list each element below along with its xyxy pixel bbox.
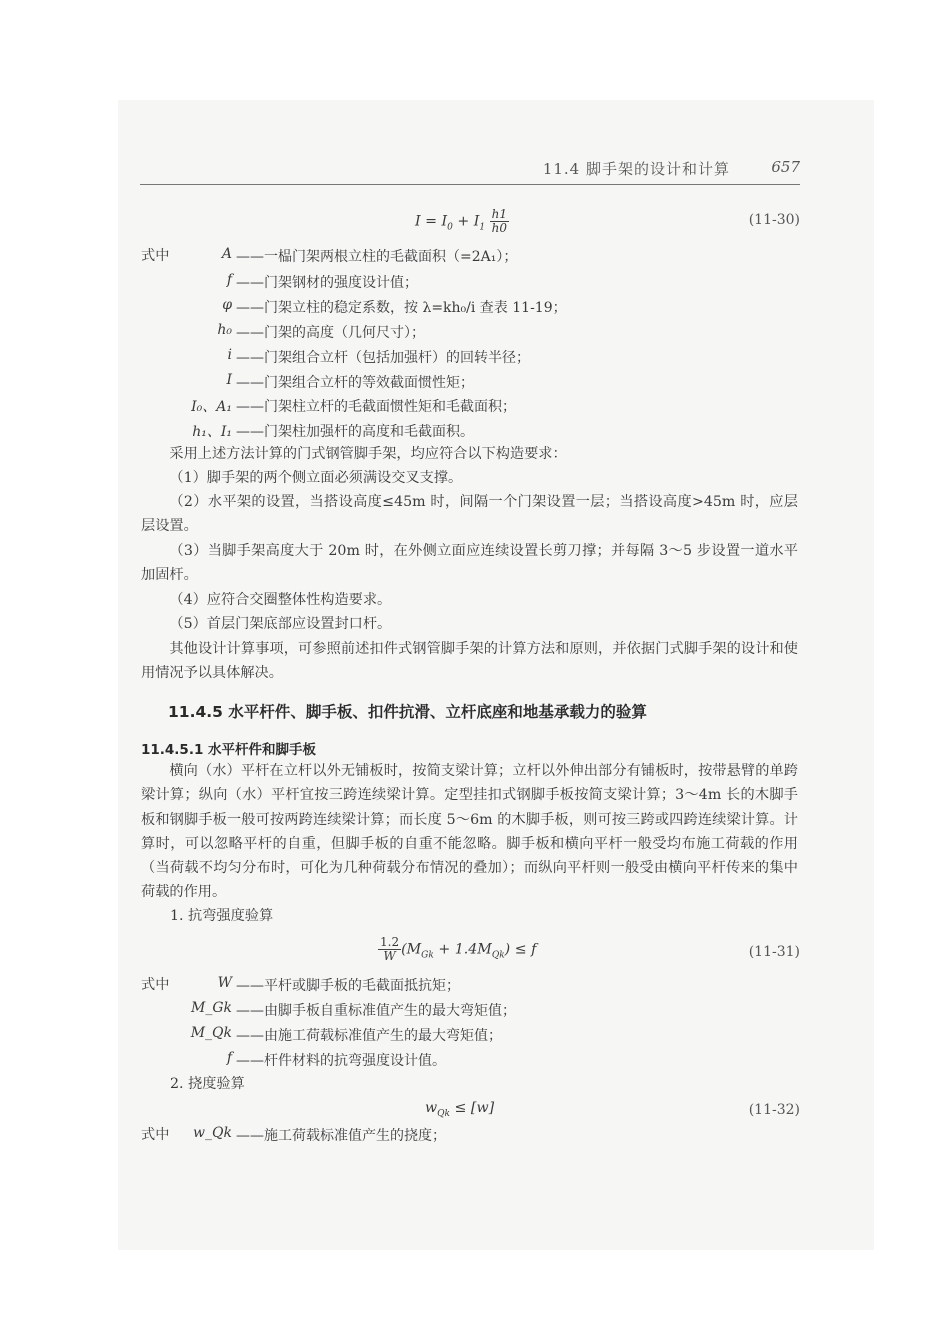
def-text: ——平杆或脚手板的毛截面抵抗矩； — [236, 978, 460, 994]
def-text: ——一榀门架两根立柱的毛截面积（=2A₁）； — [236, 249, 518, 265]
def-var: i — [227, 347, 232, 363]
where-label: 式中 — [141, 1127, 170, 1143]
def-text: ——施工荷载标准值产生的挠度； — [236, 1128, 446, 1144]
requirement-4: （4）应符合交圈整体性构造要求。 — [169, 592, 392, 608]
def-var: w_Qk — [193, 1125, 232, 1141]
running-header — [140, 158, 800, 185]
def-var: I — [226, 372, 232, 388]
equation-11-31: $\frac{1.2}{W}$ $(M_{Gk} + 1.4M_{Qk}) \le f$ — [380, 935, 537, 963]
def-var: I₀、A₁ — [191, 399, 232, 415]
subsection-heading-11-4-5-1: 11.4.5.1 水平杆件和脚手板 — [141, 742, 317, 758]
page-number: 657 — [771, 158, 800, 176]
def-var: A — [221, 246, 232, 262]
requirement-1: （1）脚手架的两个侧立面必须满设交叉支撑。 — [169, 470, 463, 486]
def-text: ——杆件材料的抗弯强度设计值。 — [236, 1053, 446, 1069]
requirement-2: （2）水平架的设置，当搭设高度≤45m 时，间隔一个门架设置一层；当搭设高度>45m 时，应层层设置。 — [141, 494, 798, 535]
def-var: h₁、I₁ — [192, 424, 232, 440]
paragraph-main: 横向（水）平杆在立杆以外无铺板时，按简支梁计算；立杆以外伸出部分有铺板时，按带悬臂的单跨梁计算；纵向（水）平杆宜按三跨连续梁计算。定型挂扣式钢脚手板按简支梁计算；3～4m 长的木脚手板和钢脚手板一般可按两跨连续梁计算；而长度 5～6m 的木脚手板，则可按三跨或四跨连续梁计算。计算时，可以忽略平杆的自重，但脚手板的自重不能忽略。脚手板和横向平杆一般受均布施工荷载的作用（当荷载不均匀分布时，可化为几种荷载分布情况的叠加）；而纵向平杆则一般受由横向平杆传来的集中荷载的作用。 — [141, 763, 798, 901]
where-label: 式中 — [141, 248, 170, 264]
def-var: M_Qk — [190, 1025, 232, 1041]
def-var: f — [226, 272, 232, 288]
step-2-heading: 2. 挠度验算 — [170, 1076, 245, 1092]
where-label: 式中 — [141, 977, 170, 993]
def-text: ——门架组合立杆（包括加强杆）的回转半径； — [236, 350, 530, 366]
def-text: ——门架立柱的稳定系数，按 λ=kh₀/i 查表 11-19； — [236, 300, 567, 316]
def-var: φ — [222, 297, 232, 313]
equation-number: (11-31) — [748, 944, 800, 960]
equation-number: (11-30) — [748, 212, 800, 228]
requirement-3: （3）当脚手架高度大于 20m 时，在外侧立面应连续设置长剪刀撑；并每隔 3～5 步设置一道水平加固杆。 — [141, 543, 798, 584]
paragraph-intro: 采用上述方法计算的门式钢管脚手架，均应符合以下构造要求： — [169, 446, 567, 462]
def-text: ——由施工荷载标准值产生的最大弯矩值； — [236, 1028, 502, 1044]
def-text: ——门架组合立杆的等效截面惯性矩； — [236, 375, 474, 391]
def-var: W — [217, 975, 232, 991]
requirement-5: （5）首层门架底部应设置封口杆。 — [169, 616, 392, 632]
def-text: ——门架钢材的强度设计值； — [236, 275, 418, 291]
def-text: ——门架柱加强杆的高度和毛截面积。 — [236, 424, 474, 440]
paragraph-other: 其他设计计算事项，可参照前述扣件式钢管脚手架的计算方法和原则，并依据门式脚手架的设计和使用情况予以具体解决。 — [141, 641, 798, 682]
equation-11-32: $w_{Qk} \le [w]$ — [425, 1100, 495, 1119]
def-var: h₀ — [217, 322, 232, 338]
equation-11-30: $I = I_0 + I_1$ $\frac{h1}{h0}$ — [415, 207, 507, 235]
def-text: ——门架柱立杆的毛截面惯性矩和毛截面积； — [236, 399, 516, 415]
def-var: M_Gk — [190, 1000, 232, 1016]
equation-number: (11-32) — [748, 1102, 800, 1118]
def-var: f — [226, 1050, 232, 1066]
def-text: ——门架的高度（几何尺寸）； — [236, 325, 425, 341]
step-1-heading: 1. 抗弯强度验算 — [170, 908, 274, 924]
def-text: ——由脚手板自重标准值产生的最大弯矩值； — [236, 1003, 516, 1019]
header-section-title: 11.4 脚手架的设计和计算 — [542, 160, 730, 178]
section-heading-11-4-5: 11.4.5 水平杆件、脚手板、扣件抗滑、立杆底座和地基承载力的验算 — [168, 703, 647, 721]
